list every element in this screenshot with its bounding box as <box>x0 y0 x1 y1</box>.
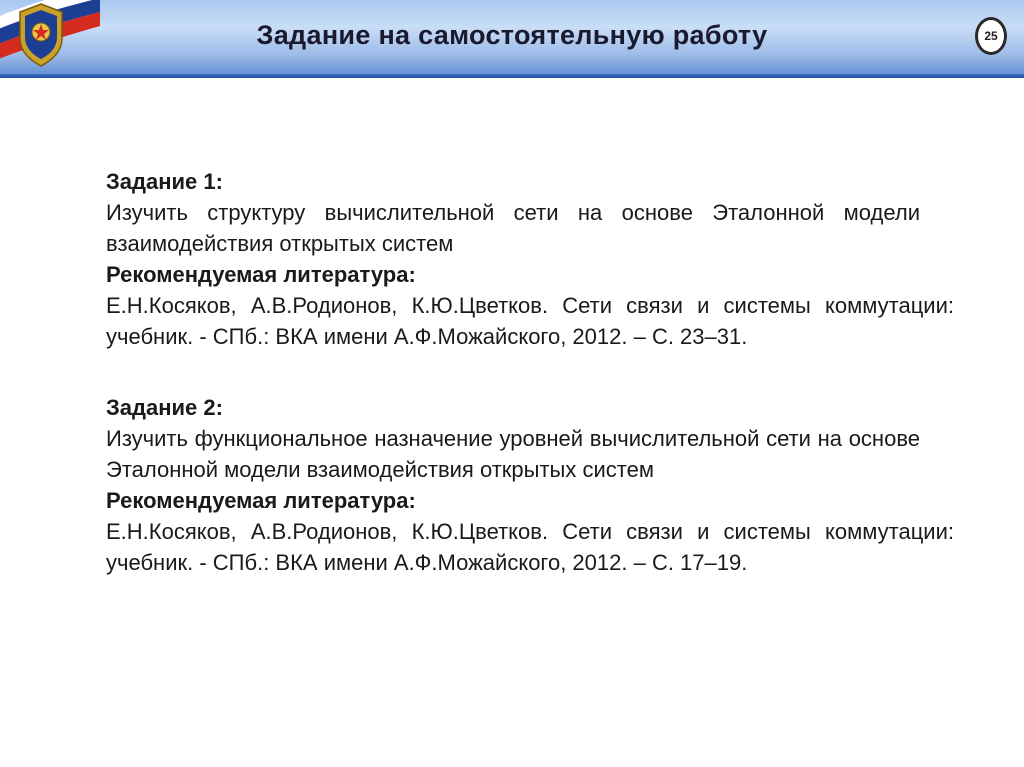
literature-text: Е.Н.Косяков, А.В.Родионов, К.Ю.Цветков. Сети связи и системы коммутации: учебник. - СПб.: ВКА имени А.Ф.Можайского, 2012. – С. 23–31. <box>106 293 954 349</box>
slide-content <box>106 166 954 578</box>
literature-title: Рекомендуемая литература: <box>106 262 416 287</box>
header-divider <box>0 74 1024 78</box>
literature-text: Е.Н.Косяков, А.В.Родионов, К.Ю.Цветков. Сети связи и системы коммутации: учебник. - СПб.: ВКА имени А.Ф.Можайского, 2012. – С. 17–19. <box>106 519 954 575</box>
slide-header <box>0 0 1024 78</box>
literature-title: Рекомендуемая литература: <box>106 488 416 513</box>
task-title: Задание 2: <box>106 395 223 420</box>
task-text: Изучить структуру вычислительной сети на основе Эталонной модели взаимодействия открытых систем <box>106 200 920 256</box>
page-title: Задание на самостоятельную работу <box>256 20 768 50</box>
task-block-2 <box>106 392 954 578</box>
task-text: Изучить функциональное назначение уровней вычислительной сети на основе Эталонной модели взаимодействия открытых систем <box>106 426 920 482</box>
task-block-1 <box>106 166 954 352</box>
page-number-badge: 25 <box>975 17 1007 55</box>
task-title: Задание 1: <box>106 169 223 194</box>
